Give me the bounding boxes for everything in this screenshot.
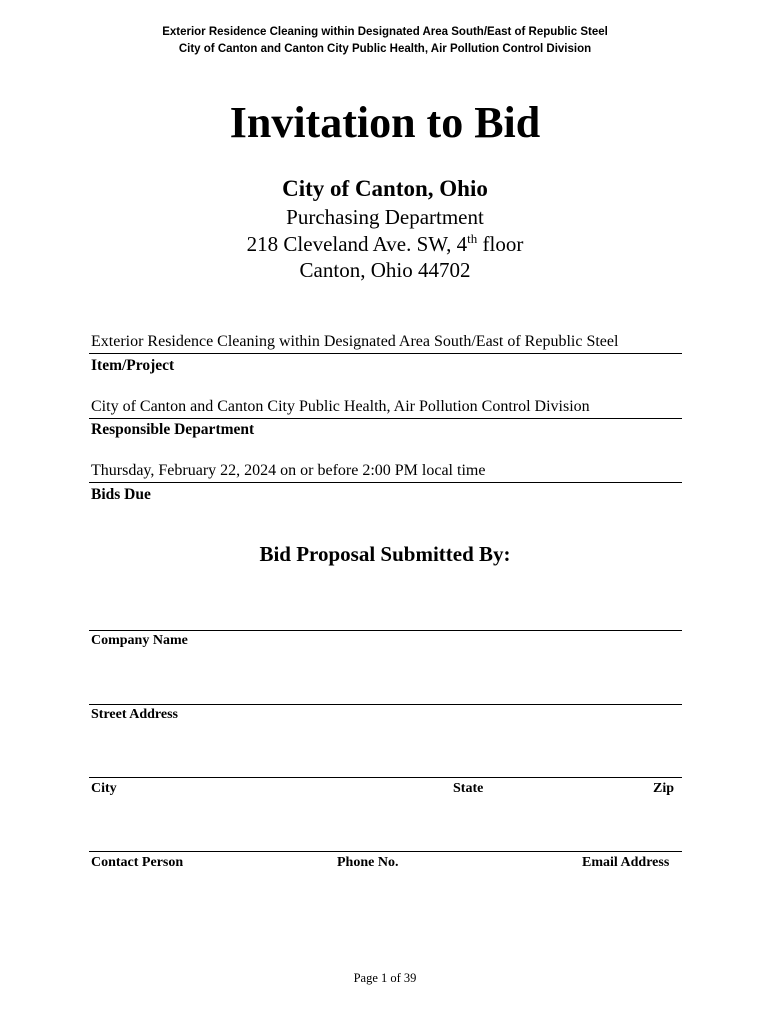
street-ordinal-suffix: th [467,231,478,246]
contact-line[interactable] [89,851,682,852]
bid-proposal-heading: Bid Proposal Submitted By: [259,542,511,566]
running-header-department: City of Canton and Canton City Public Health, Air Pollution Control Division [178,43,592,55]
item-project-value: Exterior Residence Cleaning within Designated Area South/East of Republic Steel [91,333,619,350]
street-text: 218 Cleveland Ave. SW, 4 [246,232,468,256]
street-floor-text: floor [477,232,524,256]
company-name-label: Company Name [91,633,188,648]
page-number: Page 1 of 39 [353,971,417,985]
responsible-department-value: City of Canton and Canton City Public Health, Air Pollution Control Division [91,398,590,415]
item-project-label: Item/Project [91,357,175,374]
bids-due-label: Bids Due [91,486,151,503]
responsible-department-rule [89,418,682,419]
issuer-street-address [0,231,770,258]
bids-due-value: Thursday, February 22, 2024 on or before 2:00 PM local time [91,462,486,479]
street-address-line[interactable] [89,704,682,705]
company-name-line[interactable] [89,630,682,631]
responsible-department-label: Responsible Department [91,421,255,438]
issuer-department: Purchasing Department [286,205,484,229]
issuer-city: City of Canton, Ohio [282,176,488,201]
running-header-project: Exterior Residence Cleaning within Designated Area South/East of Republic Steel [162,26,608,38]
item-project-rule [89,353,682,354]
email-address-label: Email Address [582,855,670,870]
phone-number-label: Phone No. [337,855,399,870]
contact-person-label: Contact Person [91,855,184,870]
state-label: State [453,781,484,796]
issuer-city-state-zip: Canton, Ohio 44702 [299,258,471,282]
zip-label: Zip [653,781,675,796]
city-label: City [91,781,117,796]
document-title: Invitation to Bid [229,98,541,147]
street-address-label: Street Address [91,707,178,722]
city-state-zip-line[interactable] [89,777,682,778]
bids-due-rule [89,482,682,483]
